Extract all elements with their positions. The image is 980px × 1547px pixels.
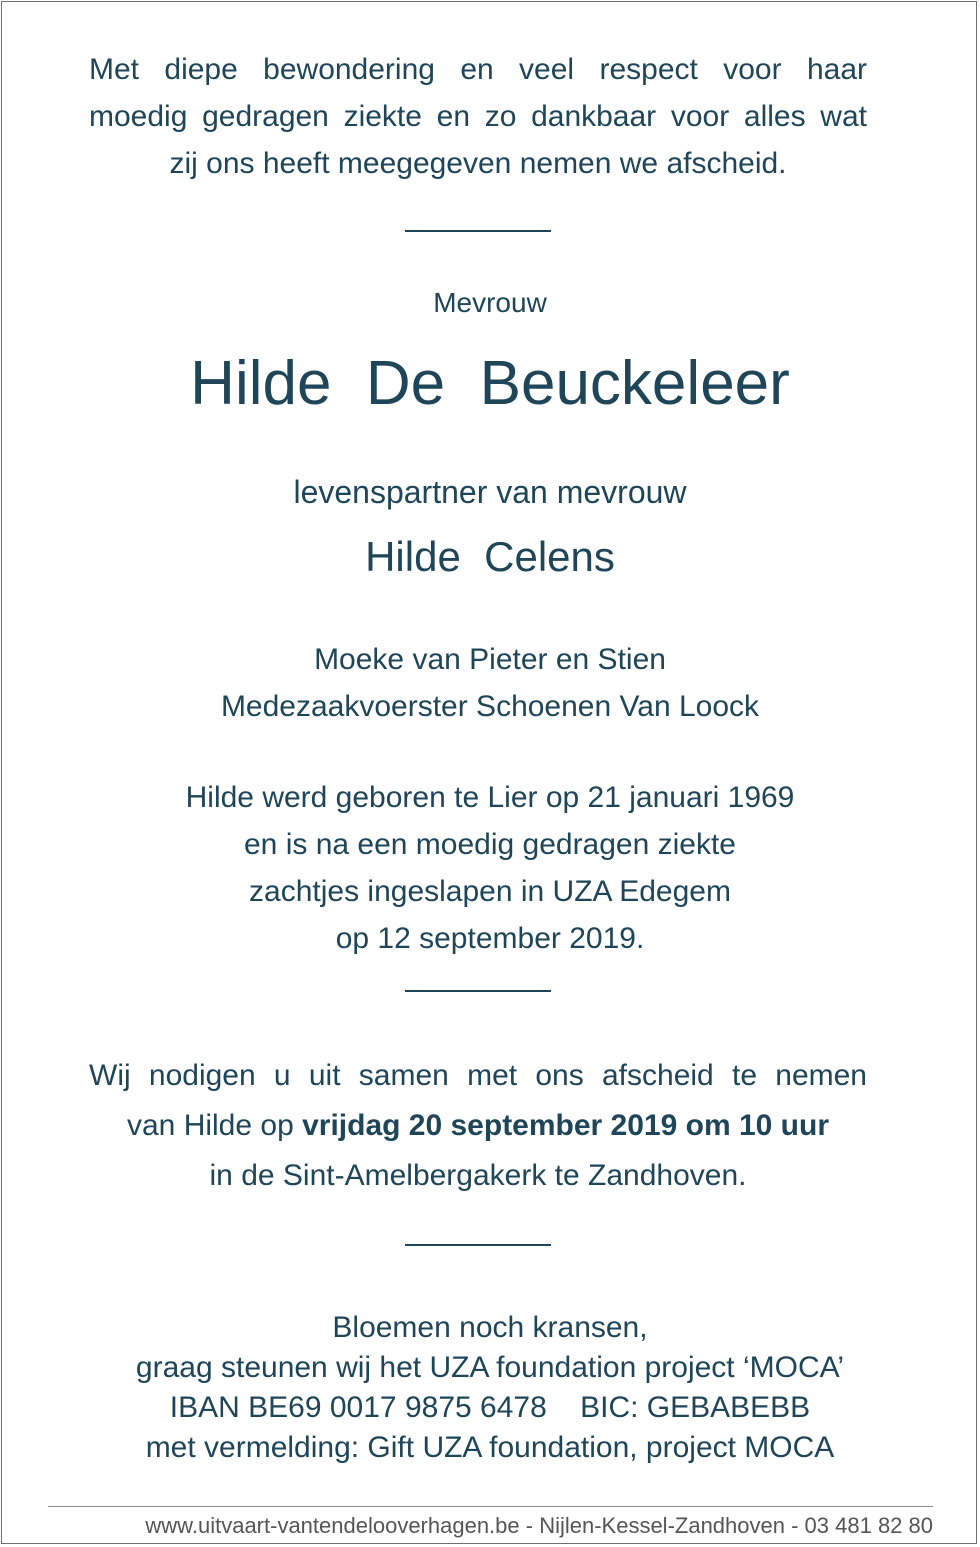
- intro-line-2: moedig gedragen ziekte en zo dankbaar voor alles wat: [89, 100, 867, 133]
- bic: BIC: GEBABEBB: [580, 1391, 811, 1424]
- footer-contact: www.uitvaart-vantendelooverhagen.be - Nijlen-Kessel-Zandhoven - 03 481 82 80: [145, 1513, 933, 1538]
- bio-line-2: en is na een moedig gedragen ziekte: [243, 828, 736, 861]
- divider-3: [405, 1244, 551, 1246]
- bio-paragraph: [0, 774, 980, 962]
- intro-paragraph: [89, 46, 867, 187]
- bio-line-3: zachtjes ingeslapen in UZA Edegem: [249, 875, 731, 908]
- divider-1: [405, 230, 551, 232]
- donation-line-4: met vermelding: Gift UZA foundation, project MOCA: [145, 1431, 835, 1464]
- invitation-line-2: [89, 1101, 867, 1151]
- deceased-name: Hilde De Beuckeleer: [190, 349, 790, 418]
- title-prefix: Mevrouw: [433, 287, 547, 318]
- invitation-line-3: in de Sint-Amelbergakerk te Zandhoven.: [209, 1159, 747, 1192]
- donation-bank-line: [0, 1388, 980, 1428]
- partner-name: Hilde Celens: [365, 533, 615, 580]
- intro-line-1: Met diepe bewondering en veel respect voor haar: [89, 53, 867, 86]
- ceremony-datetime: vrijdag 20 september 2019 om 10 uur: [302, 1109, 829, 1142]
- divider-2: [405, 990, 551, 992]
- roles-paragraph: [0, 636, 980, 730]
- invitation-paragraph: [89, 1051, 867, 1201]
- roles-line-1: Moeke van Pieter en Stien: [314, 643, 666, 676]
- invitation-line-2-prefix: van Hilde op: [126, 1109, 303, 1142]
- donation-line-2: graag steunen wij het UZA foundation project ‘MOCA’: [135, 1351, 845, 1384]
- donation-line-1: Bloemen noch kransen,: [332, 1311, 648, 1344]
- bio-line-1: Hilde werd geboren te Lier op 21 januari 1969: [185, 781, 795, 814]
- bio-line-4: op 12 september 2019.: [335, 922, 645, 955]
- invitation-line-1: Wij nodigen u uit samen met ons afscheid te nemen: [89, 1059, 867, 1092]
- footer-divider: [48, 1506, 933, 1507]
- donation-paragraph: [0, 1308, 980, 1468]
- partner-label: levenspartner van mevrouw: [293, 474, 687, 510]
- roles-line-2: Medezaakvoerster Schoenen Van Loock: [220, 690, 760, 723]
- iban: IBAN BE69 0017 9875 6478: [169, 1391, 547, 1424]
- intro-line-3: zij ons heeft meegegeven nemen we afscheid.: [169, 147, 787, 180]
